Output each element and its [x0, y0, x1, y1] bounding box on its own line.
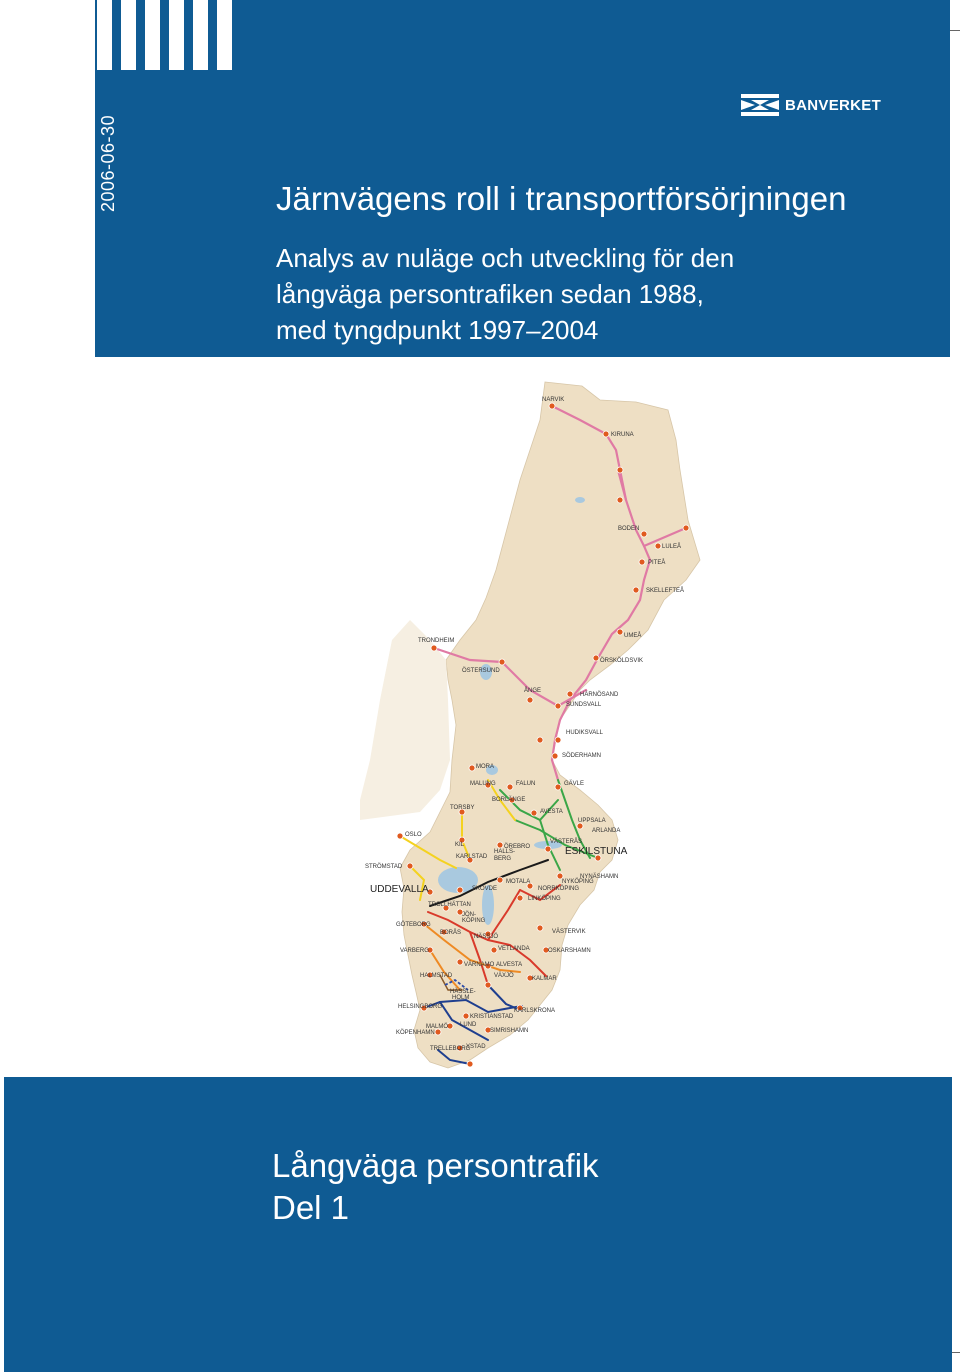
lake-north [575, 497, 585, 503]
map-label: KALMAR [532, 976, 557, 982]
map-label: NYKÖPING [562, 879, 594, 885]
map-label: GÄVLE [564, 781, 585, 787]
map-label: SÖDERHAMN [562, 753, 602, 759]
map-label: NYNÄSHAMN [580, 874, 619, 880]
map-label: TROLLHÄTTAN [428, 902, 471, 908]
map-label: VÄRNAMO [464, 962, 495, 968]
map-label: UPPSALA [578, 818, 606, 824]
subtitle-line: med tyngdpunkt 1997–2004 [276, 315, 599, 345]
map-label: BORÅS [440, 930, 462, 936]
document-title: Järnvägens roll i transportförsörjningen [276, 180, 847, 217]
map-label: FALUN [516, 781, 536, 787]
map-label: BODEN [618, 526, 640, 532]
map-label: MOTALA [506, 879, 531, 885]
map-label: BERG [494, 856, 512, 862]
map-label: LULEÅ [662, 544, 682, 550]
map-label: ARLANDA [592, 828, 621, 834]
series-part-line: Del 1 [272, 1189, 350, 1226]
map-label: UDDEVALLA [370, 884, 429, 895]
map-label: TORSBY [450, 805, 475, 811]
map-label: KARLSTAD [456, 854, 488, 860]
map-label: OSLO [405, 832, 422, 838]
map-label: BORLÄNGE [492, 797, 526, 803]
map-label: ÖRSKÖLDSVIK [600, 658, 644, 664]
map-label: SUNDSVALL [566, 702, 602, 708]
decor-stripe [193, 0, 208, 70]
map-label: AVESTA [540, 809, 563, 815]
map-label: VETLANDA [498, 946, 530, 952]
map-label: KARLSKRONA [514, 1008, 556, 1014]
publication-date: 2006-06-30 [98, 114, 118, 212]
banverket-emblem-icon [741, 94, 779, 116]
map-label: TRONDHEIM [418, 638, 455, 644]
map-label: MORA [476, 764, 494, 770]
map-label: YSTAD [466, 1044, 486, 1050]
decor-stripe [145, 0, 160, 70]
map-label: LUND [460, 1022, 477, 1028]
map-label: HELSINGBORG [398, 1004, 443, 1010]
map-label: MALMÖ [426, 1024, 449, 1030]
map-label: LINKÖPING [528, 896, 561, 902]
series-title-line: Långväga persontrafik [272, 1147, 599, 1184]
map-label: NORRKÖPING [538, 886, 580, 892]
map-label: TRELLEBORG [430, 1046, 471, 1052]
map-label: VÄSTERÅS [550, 839, 583, 845]
map-label: ÖSTERSUND [462, 668, 500, 674]
subtitle-line: långväga persontrafiken sedan 1988, [276, 279, 704, 309]
map-label: ALVESTA [496, 962, 523, 968]
banverket-logo [741, 94, 881, 116]
map-label: HÄSSLE- [450, 989, 476, 995]
map-label: ÅNGE [524, 688, 542, 694]
map-label: VARBERG [400, 948, 429, 954]
decor-stripe [121, 0, 136, 70]
map-label: NÄSSJÖ [474, 934, 499, 940]
map-label: KÖPENHAMN [396, 1030, 435, 1036]
map-label: VÄXJÖ [494, 973, 514, 979]
map-label: MALUNG [470, 781, 496, 787]
decor-stripe [169, 0, 184, 70]
decor-stripe [217, 0, 232, 70]
decor-stripe [97, 0, 112, 70]
map-label: JÖN- [462, 912, 476, 918]
map-label: KRISTIANSTAD [470, 1014, 514, 1020]
brand-name: BANVERKET [785, 96, 882, 114]
map-label: STRÖMSTAD [365, 864, 403, 870]
map-label: VÄSTERVIK [552, 929, 586, 935]
map-label: GÖTEBORG [396, 922, 431, 928]
rail-network-map [360, 378, 720, 1078]
map-label: SIMRISHAMN [490, 1028, 529, 1034]
subtitle-line: Analys av nuläge och utveckling för den [276, 243, 735, 273]
map-label: HALMSTAD [420, 973, 453, 979]
map-label: KIL [455, 842, 465, 848]
map-label: NARVIK [542, 397, 565, 403]
map-label: HALLS- [494, 849, 516, 855]
map-label: SKELLEFTEÅ [646, 588, 685, 594]
series-title [272, 1145, 599, 1229]
map-label: HOLM [452, 995, 470, 1001]
map-label: PITEÅ [648, 560, 666, 566]
map-label: OSKARSHAMN [548, 948, 591, 954]
map-label: ÖREBRO [504, 844, 531, 850]
map-label: HUDIKSVALL [566, 730, 603, 736]
map-label: KIRUNA [611, 432, 634, 438]
map-label: SKÖVDE [472, 886, 498, 892]
document-subtitle [276, 240, 734, 348]
map-label: UMEÅ [624, 633, 642, 639]
map-label: HÄRNÖSAND [580, 692, 619, 698]
map-label: ESKILSTUNA [565, 846, 628, 857]
map-label: KÖPING [462, 918, 486, 924]
